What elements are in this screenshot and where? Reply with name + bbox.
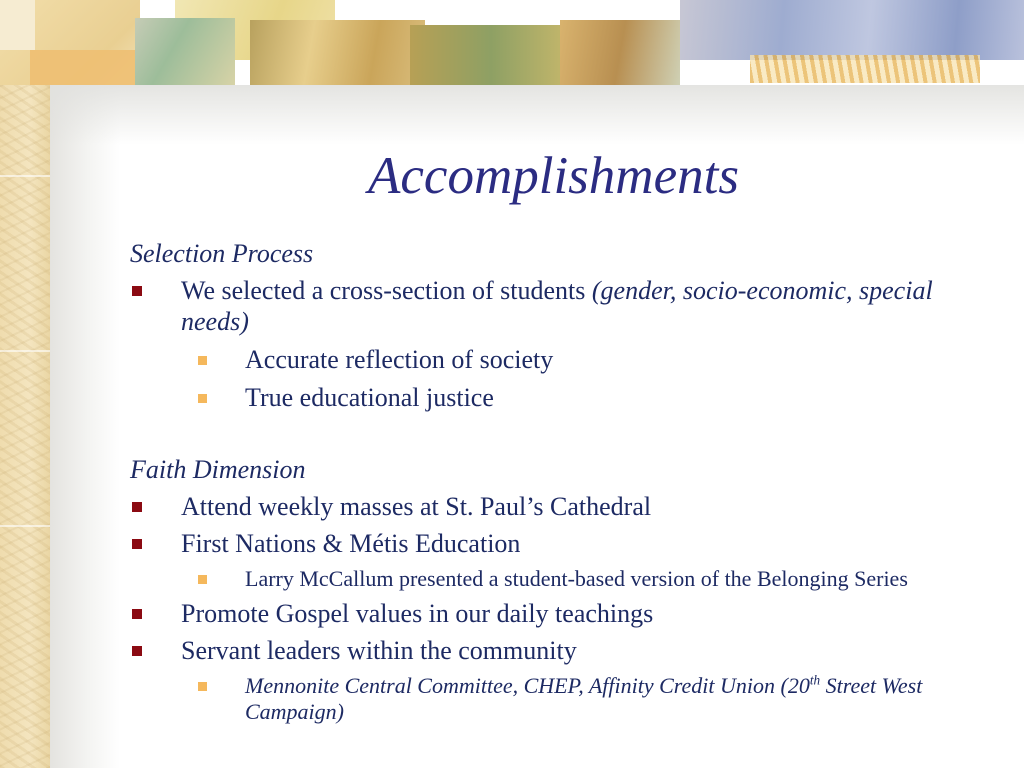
leaf-image <box>560 20 680 85</box>
slide-title: Accomplishments <box>368 147 739 205</box>
sub-bullet-text: Accurate reflection of society <box>245 345 554 374</box>
bullet-item <box>130 275 950 337</box>
decorative-collage-banner <box>0 0 1024 95</box>
bullet-item <box>130 635 950 666</box>
banner-shadow <box>50 85 1024 145</box>
sub-bullet-item <box>130 382 950 413</box>
parchment-tile <box>0 0 35 50</box>
sub-bullet-item <box>130 344 950 375</box>
harvest-image <box>250 20 425 85</box>
sky-image <box>680 0 1024 60</box>
square-bullet-icon <box>198 394 207 403</box>
square-bullet-icon <box>198 356 207 365</box>
bullet-item <box>130 598 950 629</box>
sub-bullet-item <box>130 673 950 725</box>
sub-bullet-text: True educational justice <box>245 383 494 412</box>
square-bullet-icon <box>132 286 142 296</box>
square-bullet-icon <box>132 646 142 656</box>
slide-body <box>130 238 950 725</box>
strip-seam <box>0 525 50 527</box>
bullet-text: Attend weekly masses at St. Paul’s Cathedral <box>181 492 652 521</box>
ordinal-suffix: th <box>809 672 821 688</box>
parchment-side-strip <box>0 0 50 768</box>
square-bullet-icon <box>132 609 142 619</box>
leaf-image <box>135 18 235 85</box>
amber-tile <box>30 50 150 85</box>
bullet-item <box>130 528 950 559</box>
section-heading: Faith Dimension <box>130 455 306 484</box>
bullet-text: First Nations & Métis Education <box>181 529 521 558</box>
square-bullet-icon <box>198 682 207 691</box>
bullet-item <box>130 491 950 522</box>
bullet-text-italic: (gender, socio-economic, special needs) <box>181 276 933 336</box>
square-bullet-icon <box>132 502 142 512</box>
bullet-text: Servant leaders within the community <box>181 636 577 665</box>
bullet-text: Promote Gospel values in our daily teachings <box>181 599 654 628</box>
wheat-stalks-image <box>750 55 980 83</box>
square-bullet-icon <box>198 575 207 584</box>
bullet-text: We selected a cross-section of students <box>181 276 592 305</box>
square-bullet-icon <box>132 539 142 549</box>
spacer <box>130 413 950 454</box>
sub-bullet-text: Street West Campaign) <box>245 673 923 724</box>
sub-bullet-text: Mennonite Central Committee, CHEP, Affinity Credit Union (20 <box>245 673 810 698</box>
sub-bullet-text: Larry McCallum presented a student-based version of the Belonging Series <box>245 566 908 591</box>
sub-bullet-item <box>130 566 950 592</box>
section-heading: Selection Process <box>130 239 314 268</box>
strip-seam <box>0 350 50 352</box>
